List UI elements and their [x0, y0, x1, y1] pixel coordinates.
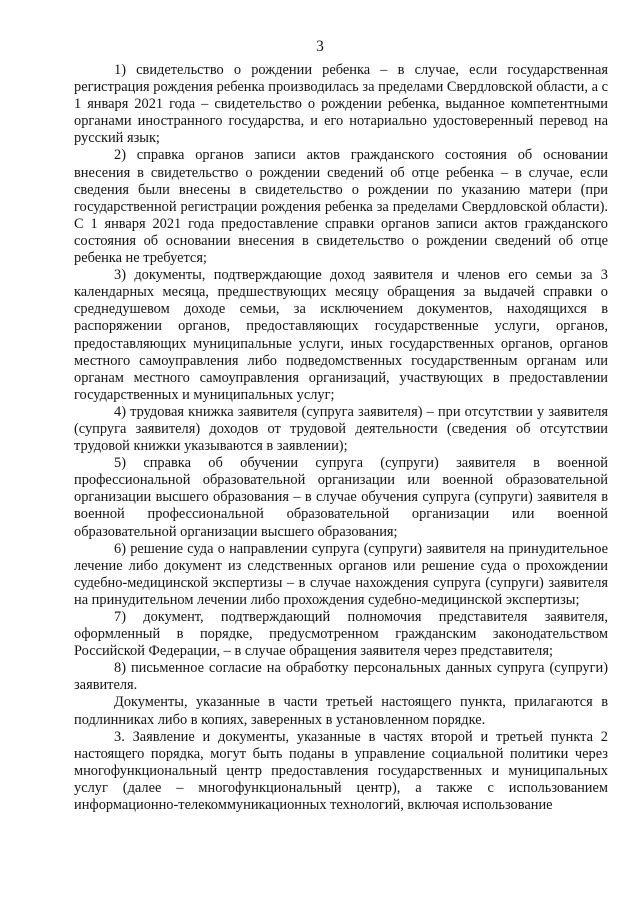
paragraph-item-5: 5) справка об обучении супруга (супруги) заявителя в военной профессиональной образовательной организации или военной образовательной организации высшего образования – в случае обучения супруга (супруги) заявителя в военной профессиональной образовательной организации или военной образовательной организации высшего образования; [74, 455, 608, 540]
paragraph-item-8: 8) письменное согласие на обработку персональных данных супруга (супруги) заявителя. [74, 660, 608, 694]
paragraph-item-1: 1) свидетельство о рождении ребенка – в случае, если государственная регистрация рождения ребенка производилась за пределами Свердловской области, а с 1 января 2021 года – свидетельство о рождении ребенка, выданное компетентными органами иностранного государства, и его нотариально удостоверенный перевод на русский язык; [74, 62, 608, 147]
paragraph-documents-note: Документы, указанные в части третьей настоящего пункта, прилагаются в подлинниках либо в копиях, заверенных в установленном порядке. [74, 694, 608, 728]
paragraph-item-7: 7) документ, подтверждающий полномочия представителя заявителя, оформленный в порядке, предусмотренном гражданским законодательством Российской Федерации, – в случае обращения заявителя через представителя; [74, 609, 608, 660]
paragraph-item-4: 4) трудовая книжка заявителя (супруга заявителя) – при отсутствии у заявителя (супруга заявителя) доходов от трудовой деятельности (сведения об отсутствии трудовой книжки указываются в заявлении); [74, 403, 608, 455]
paragraph-item-6: 6) решение суда о направлении супруга (супруги) заявителя на принудительное лечение либо документ из следственных органов или решение суда о прохождении судебно-медицинской экспертизы – в случае нахождения супруга (супруги) заявителя на принудительном лечении либо прохождения судебно-медицинской экспертизы; [74, 540, 608, 608]
paragraph-clause-3: 3. Заявление и документы, указанные в частях второй и третьей пункта 2 настоящего порядка, могут быть поданы в управление социальной политики через многофункциональный центр предоставления государственных и муниципальных услуг (далее – многофункциональный центр), а также с использованием информационно-телекоммуникационных технологий, включая использование [74, 728, 608, 814]
document-body [74, 62, 608, 814]
paragraph-item-3: 3) документы, подтверждающие доход заявителя и членов его семьи за 3 календарных месяца, предшествующих месяцу обращения за выдачей справки о среднедушевом доходе семьи, за исключением документов, находящихся в распоряжении органов, предоставляющих государственные услуги, органов, предоставляющих муниципальные услуги, иных государственных органов, органов местного самоуправления либо подведомственных государственным органам или органам местного самоуправления организаций, участвующих в предоставлении государственных и муниципальных услуг; [74, 267, 608, 403]
page-number: 3 [316, 38, 324, 55]
paragraph-item-2: 2) справка органов записи актов гражданского состояния об основании внесения в свидетельство о рождении сведений об отце ребенка – в случае, если сведения были внесены в свидетельство о рождении по указанию матери (при государственной регистрации рождения ребенка за пределами Свердловской области). С 1 января 2021 года предоставление справки органов записи актов гражданского состояния об основании внесения в свидетельство о рождении сведений об отце ребенка не требуется; [74, 147, 608, 267]
